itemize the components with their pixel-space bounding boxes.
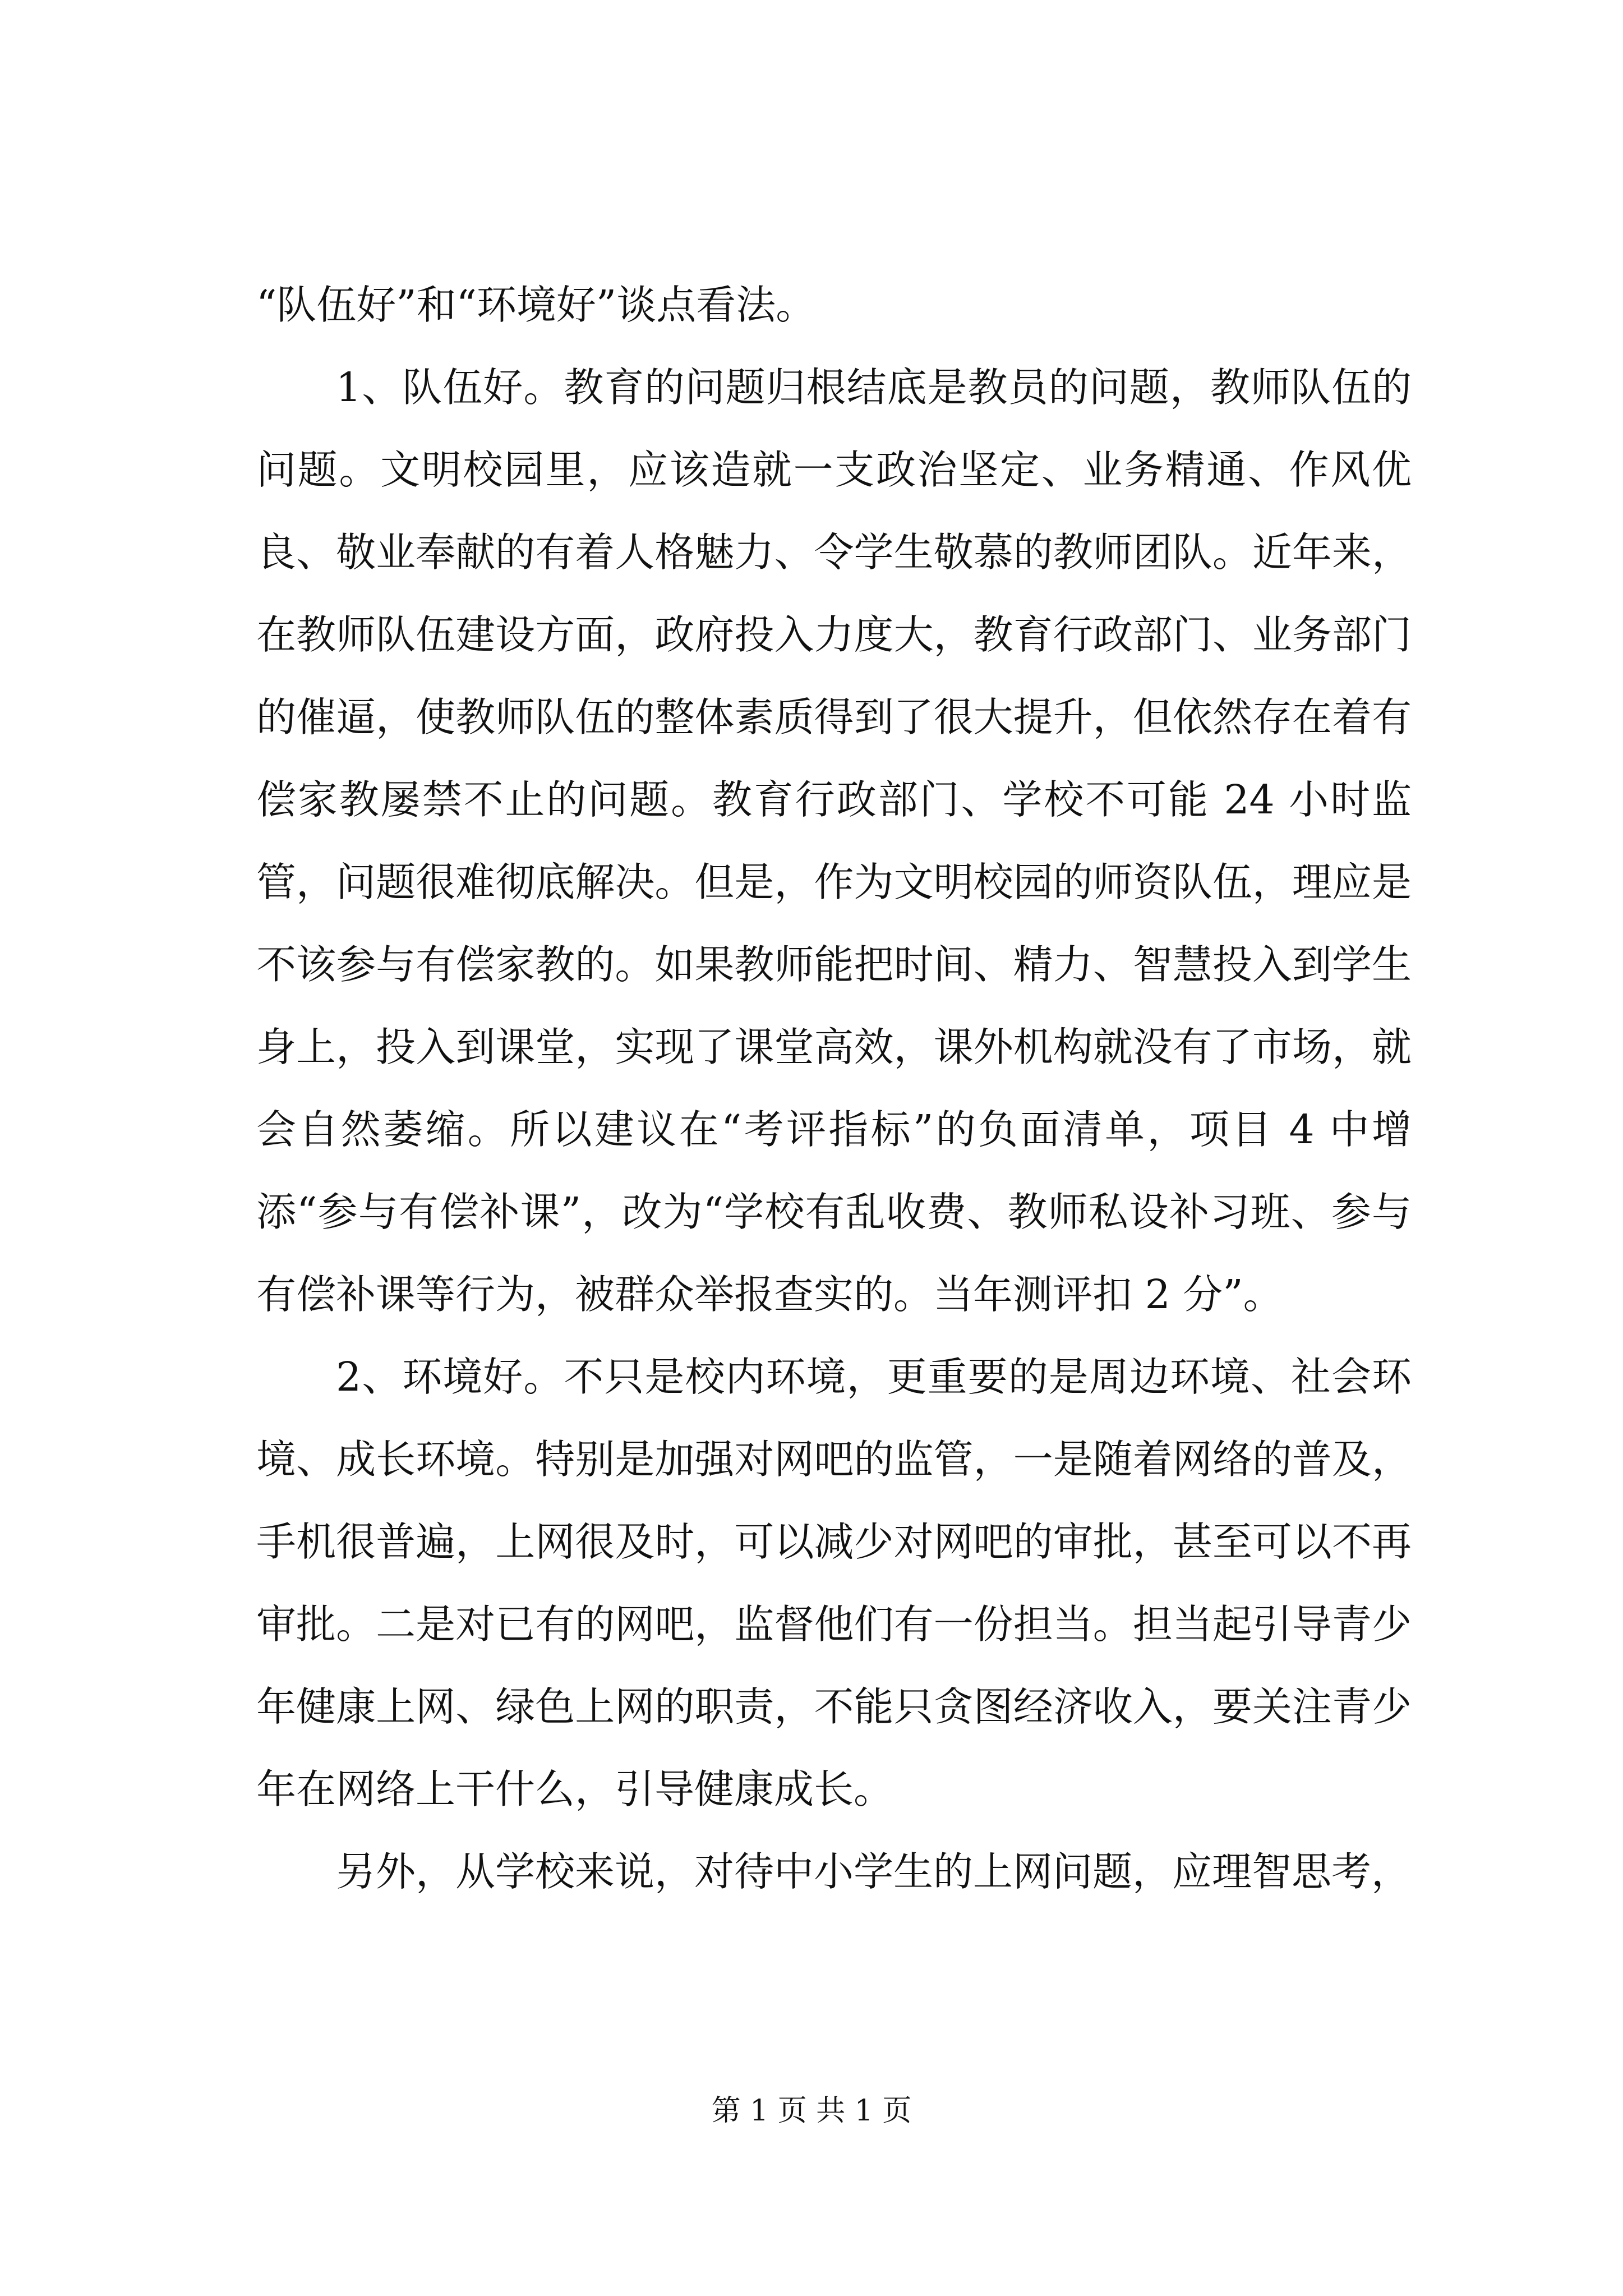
paragraph-continuation: “队伍好”和“环境好”谈点看法。 <box>256 282 816 328</box>
paragraph-additionally: 另外，从学校来说，对待中小学生的上网问题，应理智思考， <box>336 1848 1412 1895</box>
paragraph-team: 1、队伍好。教育的问题归根结底是教员的问题，教师队伍的问题。文明校园里，应该造就一支政治坚定、业务精通、作风优良、敬业奉献的有着人格魅力、令学生敬慕的教师团队。近年来，在教师队伍建设方面，政府投入力度大，教育行政部门、业务部门的催逼，使教师队伍的整体素质得到了很大提升，但依然存在着有偿家教屡禁不止的问题。教育行政部门、学校不可能 24 小时监管，问题很难彻底解决。但是，作为文明校园的师资队伍，理应是不该参与有偿家教的。如果教师能把时间、精力、智慧投入到学生身上，投入到课堂，实现了课堂高效，课外机构就没有了市场，就会自然萎缩。所以建议在“考评指标”的负面清单，项目 4 中增添“参与有偿补课”，改为“学校有乱收费、教师私设补习班、参与有偿补课等行为，被群众举报查实的。当年测评扣 2 分”。 <box>256 364 1412 1318</box>
paragraph-environment: 2、环境好。不只是校内环境，更重要的是周边环境、社会环境、成长环境。特别是加强对网吧的监管，一是随着网络的普及，手机很普遍，上网很及时，可以减少对网吧的审批，甚至可以不再审批。二是对已有的网吧，监督他们有一份担当。担当起引导青少年健康上网、绿色上网的职责，不能只贪图经济收入，要关注青少年在网络上干什么，引导健康成长。 <box>256 1354 1412 1812</box>
page-footer: 第 1 页 共 1 页 <box>711 2094 912 2128</box>
document-body <box>256 264 1412 1913</box>
